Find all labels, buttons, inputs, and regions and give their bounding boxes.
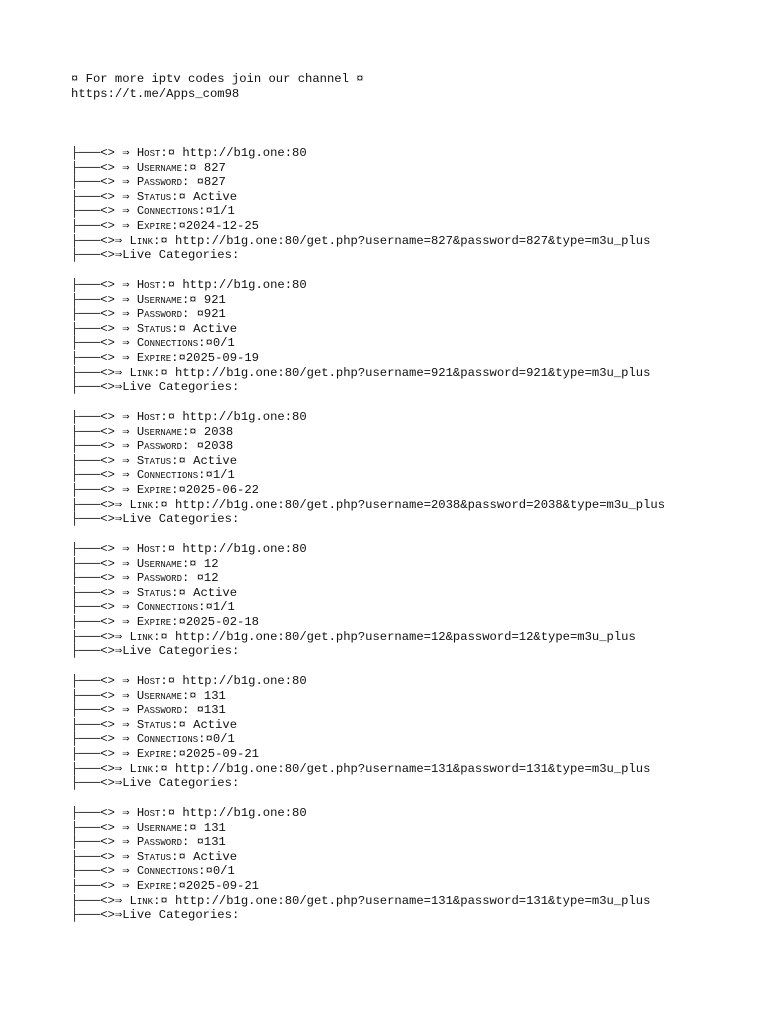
account-host-line [71, 278, 650, 293]
expire-value: 2024-12-25 [185, 218, 259, 233]
tree-prefix: ├───<> ⇒ [71, 717, 137, 732]
connections-label: Connections:¤ [136, 600, 213, 615]
password-label: Password: ¤ [136, 175, 204, 190]
password-label: Password: ¤ [136, 307, 204, 322]
tree-prefix: ├───<>⇒ [71, 644, 123, 659]
account-link-line [71, 234, 650, 249]
account-expire-line [71, 351, 650, 366]
account-block [71, 410, 665, 527]
account-password-line [71, 835, 650, 850]
host-value[interactable]: http://b1g.one:80 [182, 806, 307, 820]
tree-prefix: ├───<> ⇒ [71, 307, 137, 322]
live-categories-label: Live Categories: [122, 776, 240, 791]
host-label: Host:¤ [136, 542, 183, 556]
account-host-line [71, 806, 650, 821]
live-categories-label: Live Categories: [122, 644, 240, 659]
account-status-line [71, 190, 650, 205]
account-block [71, 278, 650, 395]
account-expire-line [71, 219, 650, 234]
status-label: Status:¤ [136, 453, 194, 468]
password-value: 921 [203, 307, 226, 322]
channel-header [71, 72, 364, 102]
tree-prefix: ├───<>⇒ [71, 893, 130, 908]
tree-prefix: ├───<> ⇒ [71, 600, 137, 615]
status-label: Status:¤ [136, 321, 194, 336]
tree-prefix: ├───<> ⇒ [71, 864, 137, 879]
host-value[interactable]: http://b1g.one:80 [182, 674, 307, 688]
link-value[interactable]: http://b1g.one:80/get.php?username=2038&password=2038&type=m3u_plus [175, 497, 666, 512]
host-label: Host:¤ [136, 674, 183, 688]
host-value[interactable]: http://b1g.one:80 [182, 542, 307, 556]
host-value[interactable]: http://b1g.one:80 [182, 278, 307, 292]
connections-value: 1/1 [212, 204, 235, 219]
host-value[interactable]: http://b1g.one:80 [182, 146, 307, 160]
tree-prefix: ├───<> ⇒ [71, 674, 137, 688]
expire-label: Expire:¤ [136, 482, 186, 497]
account-expire-line [71, 615, 636, 630]
live-categories-line [71, 248, 650, 263]
connections-label: Connections:¤ [136, 336, 213, 351]
link-label: Link:¤ [129, 761, 176, 776]
tree-prefix: ├───<>⇒ [71, 497, 130, 512]
account-host-line [71, 146, 650, 161]
username-label: Username:¤ [136, 160, 204, 175]
tree-prefix: ├───<> ⇒ [71, 849, 137, 864]
tree-prefix: ├───<> ⇒ [71, 204, 137, 219]
tree-prefix: ├───<> ⇒ [71, 732, 137, 747]
account-connections-line [71, 204, 650, 219]
tree-prefix: ├───<> ⇒ [71, 146, 137, 160]
tree-prefix: ├───<> ⇒ [71, 556, 137, 571]
tree-prefix: ├───<> ⇒ [71, 468, 137, 483]
tree-prefix: ├───<> ⇒ [71, 321, 137, 336]
tree-prefix: ├───<> ⇒ [71, 453, 137, 468]
expire-value: 2025-09-19 [185, 350, 259, 365]
username-value: 131 [203, 820, 226, 835]
username-label: Username:¤ [136, 556, 204, 571]
tree-prefix: ├───<> ⇒ [71, 585, 137, 600]
live-categories-label: Live Categories: [122, 380, 240, 395]
account-expire-line [71, 747, 650, 762]
account-username-line [71, 425, 665, 440]
tree-prefix: ├───<> ⇒ [71, 439, 137, 454]
expire-label: Expire:¤ [136, 878, 186, 893]
tree-prefix: ├───<> ⇒ [71, 820, 137, 835]
password-value: 131 [203, 835, 226, 850]
password-value: 131 [203, 703, 226, 718]
username-value: 131 [203, 688, 226, 703]
live-categories-label: Live Categories: [122, 908, 240, 923]
status-label: Status:¤ [136, 189, 194, 204]
link-label: Link:¤ [129, 629, 176, 644]
account-block [71, 806, 650, 923]
account-host-line [71, 410, 665, 425]
tree-prefix: ├───<> ⇒ [71, 189, 137, 204]
account-password-line [71, 571, 636, 586]
password-value: 827 [203, 175, 226, 190]
username-label: Username:¤ [136, 820, 204, 835]
account-block [71, 542, 636, 659]
host-value[interactable]: http://b1g.one:80 [182, 410, 307, 424]
status-value: Active [193, 453, 238, 468]
account-status-line [71, 322, 650, 337]
status-value: Active [193, 717, 238, 732]
host-label: Host:¤ [136, 806, 183, 820]
live-categories-label: Live Categories: [122, 512, 240, 527]
account-password-line [71, 703, 650, 718]
tree-prefix: ├───<> ⇒ [71, 614, 137, 629]
username-value: 12 [203, 556, 219, 571]
tree-prefix: ├───<> ⇒ [71, 835, 137, 850]
connections-label: Connections:¤ [136, 732, 213, 747]
tree-prefix: ├───<> ⇒ [71, 160, 137, 175]
account-connections-line [71, 732, 650, 747]
live-categories-line [71, 644, 636, 659]
account-status-line [71, 454, 665, 469]
status-label: Status:¤ [136, 717, 194, 732]
tree-prefix: ├───<>⇒ [71, 761, 130, 776]
tree-prefix: ├───<> ⇒ [71, 350, 137, 365]
account-host-line [71, 542, 636, 557]
tree-prefix: ├───<> ⇒ [71, 806, 137, 820]
account-connections-line [71, 600, 636, 615]
account-block [71, 146, 650, 263]
password-label: Password: ¤ [136, 703, 204, 718]
account-expire-line [71, 879, 650, 894]
connections-label: Connections:¤ [136, 468, 213, 483]
account-connections-line [71, 864, 650, 879]
connections-value: 0/1 [212, 336, 235, 351]
tree-prefix: ├───<>⇒ [71, 776, 123, 791]
account-username-line [71, 689, 650, 704]
tree-prefix: ├───<>⇒ [71, 248, 123, 263]
link-label: Link:¤ [129, 893, 176, 908]
tree-prefix: ├───<>⇒ [71, 512, 123, 527]
link-label: Link:¤ [129, 497, 176, 512]
expire-value: 2025-09-21 [185, 878, 259, 893]
connections-label: Connections:¤ [136, 204, 213, 219]
status-value: Active [193, 849, 238, 864]
account-status-line [71, 850, 650, 865]
account-password-line [71, 175, 650, 190]
tree-prefix: ├───<>⇒ [71, 233, 130, 248]
account-link-line [71, 498, 665, 513]
username-value: 2038 [203, 424, 234, 439]
status-label: Status:¤ [136, 849, 194, 864]
password-label: Password: ¤ [136, 439, 204, 454]
tree-prefix: ├───<> ⇒ [71, 175, 137, 190]
link-value[interactable]: http://b1g.one:80/get.php?username=921&password=921&type=m3u_plus [175, 365, 651, 380]
tree-prefix: ├───<> ⇒ [71, 571, 137, 586]
account-password-line [71, 307, 650, 322]
connections-value: 0/1 [212, 732, 235, 747]
username-value: 921 [203, 292, 226, 307]
expire-value: 2025-09-21 [185, 746, 259, 761]
status-value: Active [193, 585, 238, 600]
expire-label: Expire:¤ [136, 218, 186, 233]
account-link-line [71, 630, 636, 645]
username-label: Username:¤ [136, 688, 204, 703]
account-host-line [71, 674, 650, 689]
host-label: Host:¤ [136, 278, 183, 292]
account-username-line [71, 557, 636, 572]
link-label: Link:¤ [129, 233, 176, 248]
tree-prefix: ├───<>⇒ [71, 629, 130, 644]
tree-prefix: ├───<>⇒ [71, 365, 130, 380]
connections-value: 0/1 [212, 864, 235, 879]
password-label: Password: ¤ [136, 835, 204, 850]
live-categories-line [71, 380, 650, 395]
tree-prefix: ├───<> ⇒ [71, 424, 137, 439]
username-value: 827 [203, 160, 226, 175]
host-label: Host:¤ [136, 410, 183, 424]
live-categories-label: Live Categories: [122, 248, 240, 263]
account-expire-line [71, 483, 665, 498]
link-value[interactable]: http://b1g.one:80/get.php?username=131&password=131&type=m3u_plus [175, 761, 651, 776]
username-label: Username:¤ [136, 292, 204, 307]
expire-value: 2025-02-18 [185, 614, 259, 629]
connections-value: 1/1 [212, 600, 235, 615]
account-status-line [71, 586, 636, 601]
expire-label: Expire:¤ [136, 350, 186, 365]
live-categories-line [71, 776, 650, 791]
tree-prefix: ├───<> ⇒ [71, 218, 137, 233]
connections-value: 1/1 [212, 468, 235, 483]
tree-prefix: ├───<> ⇒ [71, 278, 137, 292]
username-label: Username:¤ [136, 424, 204, 439]
tree-prefix: ├───<> ⇒ [71, 336, 137, 351]
status-label: Status:¤ [136, 585, 194, 600]
tree-prefix: ├───<>⇒ [71, 380, 123, 395]
live-categories-line [71, 908, 650, 923]
tree-prefix: ├───<>⇒ [71, 908, 123, 923]
account-username-line [71, 293, 650, 308]
account-connections-line [71, 468, 665, 483]
link-value[interactable]: http://b1g.one:80/get.php?username=12&password=12&type=m3u_plus [175, 629, 636, 644]
tree-prefix: ├───<> ⇒ [71, 878, 137, 893]
connections-label: Connections:¤ [136, 864, 213, 879]
password-label: Password: ¤ [136, 571, 204, 586]
tree-prefix: ├───<> ⇒ [71, 410, 137, 424]
tree-prefix: ├───<> ⇒ [71, 542, 137, 556]
account-link-line [71, 894, 650, 909]
account-link-line [71, 762, 650, 777]
channel-link[interactable]: https://t.me/Apps_com98 [71, 87, 240, 101]
link-label: Link:¤ [129, 365, 176, 380]
tree-prefix: ├───<> ⇒ [71, 482, 137, 497]
account-connections-line [71, 336, 650, 351]
link-value[interactable]: http://b1g.one:80/get.php?username=131&password=131&type=m3u_plus [175, 893, 651, 908]
link-value[interactable]: http://b1g.one:80/get.php?username=827&password=827&type=m3u_plus [175, 233, 651, 248]
account-username-line [71, 821, 650, 836]
status-value: Active [193, 189, 238, 204]
tree-prefix: ├───<> ⇒ [71, 292, 137, 307]
expire-label: Expire:¤ [136, 614, 186, 629]
password-value: 12 [203, 571, 219, 586]
password-value: 2038 [203, 439, 234, 454]
channel-promo-text: ¤ For more iptv codes join our channel ¤ [71, 72, 364, 86]
account-username-line [71, 161, 650, 176]
host-label: Host:¤ [136, 146, 183, 160]
tree-prefix: ├───<> ⇒ [71, 703, 137, 718]
expire-label: Expire:¤ [136, 746, 186, 761]
expire-value: 2025-06-22 [185, 482, 259, 497]
status-value: Active [193, 321, 238, 336]
tree-prefix: ├───<> ⇒ [71, 688, 137, 703]
account-password-line [71, 439, 665, 454]
account-block [71, 674, 650, 791]
account-link-line [71, 366, 650, 381]
live-categories-line [71, 512, 665, 527]
account-status-line [71, 718, 650, 733]
tree-prefix: ├───<> ⇒ [71, 746, 137, 761]
